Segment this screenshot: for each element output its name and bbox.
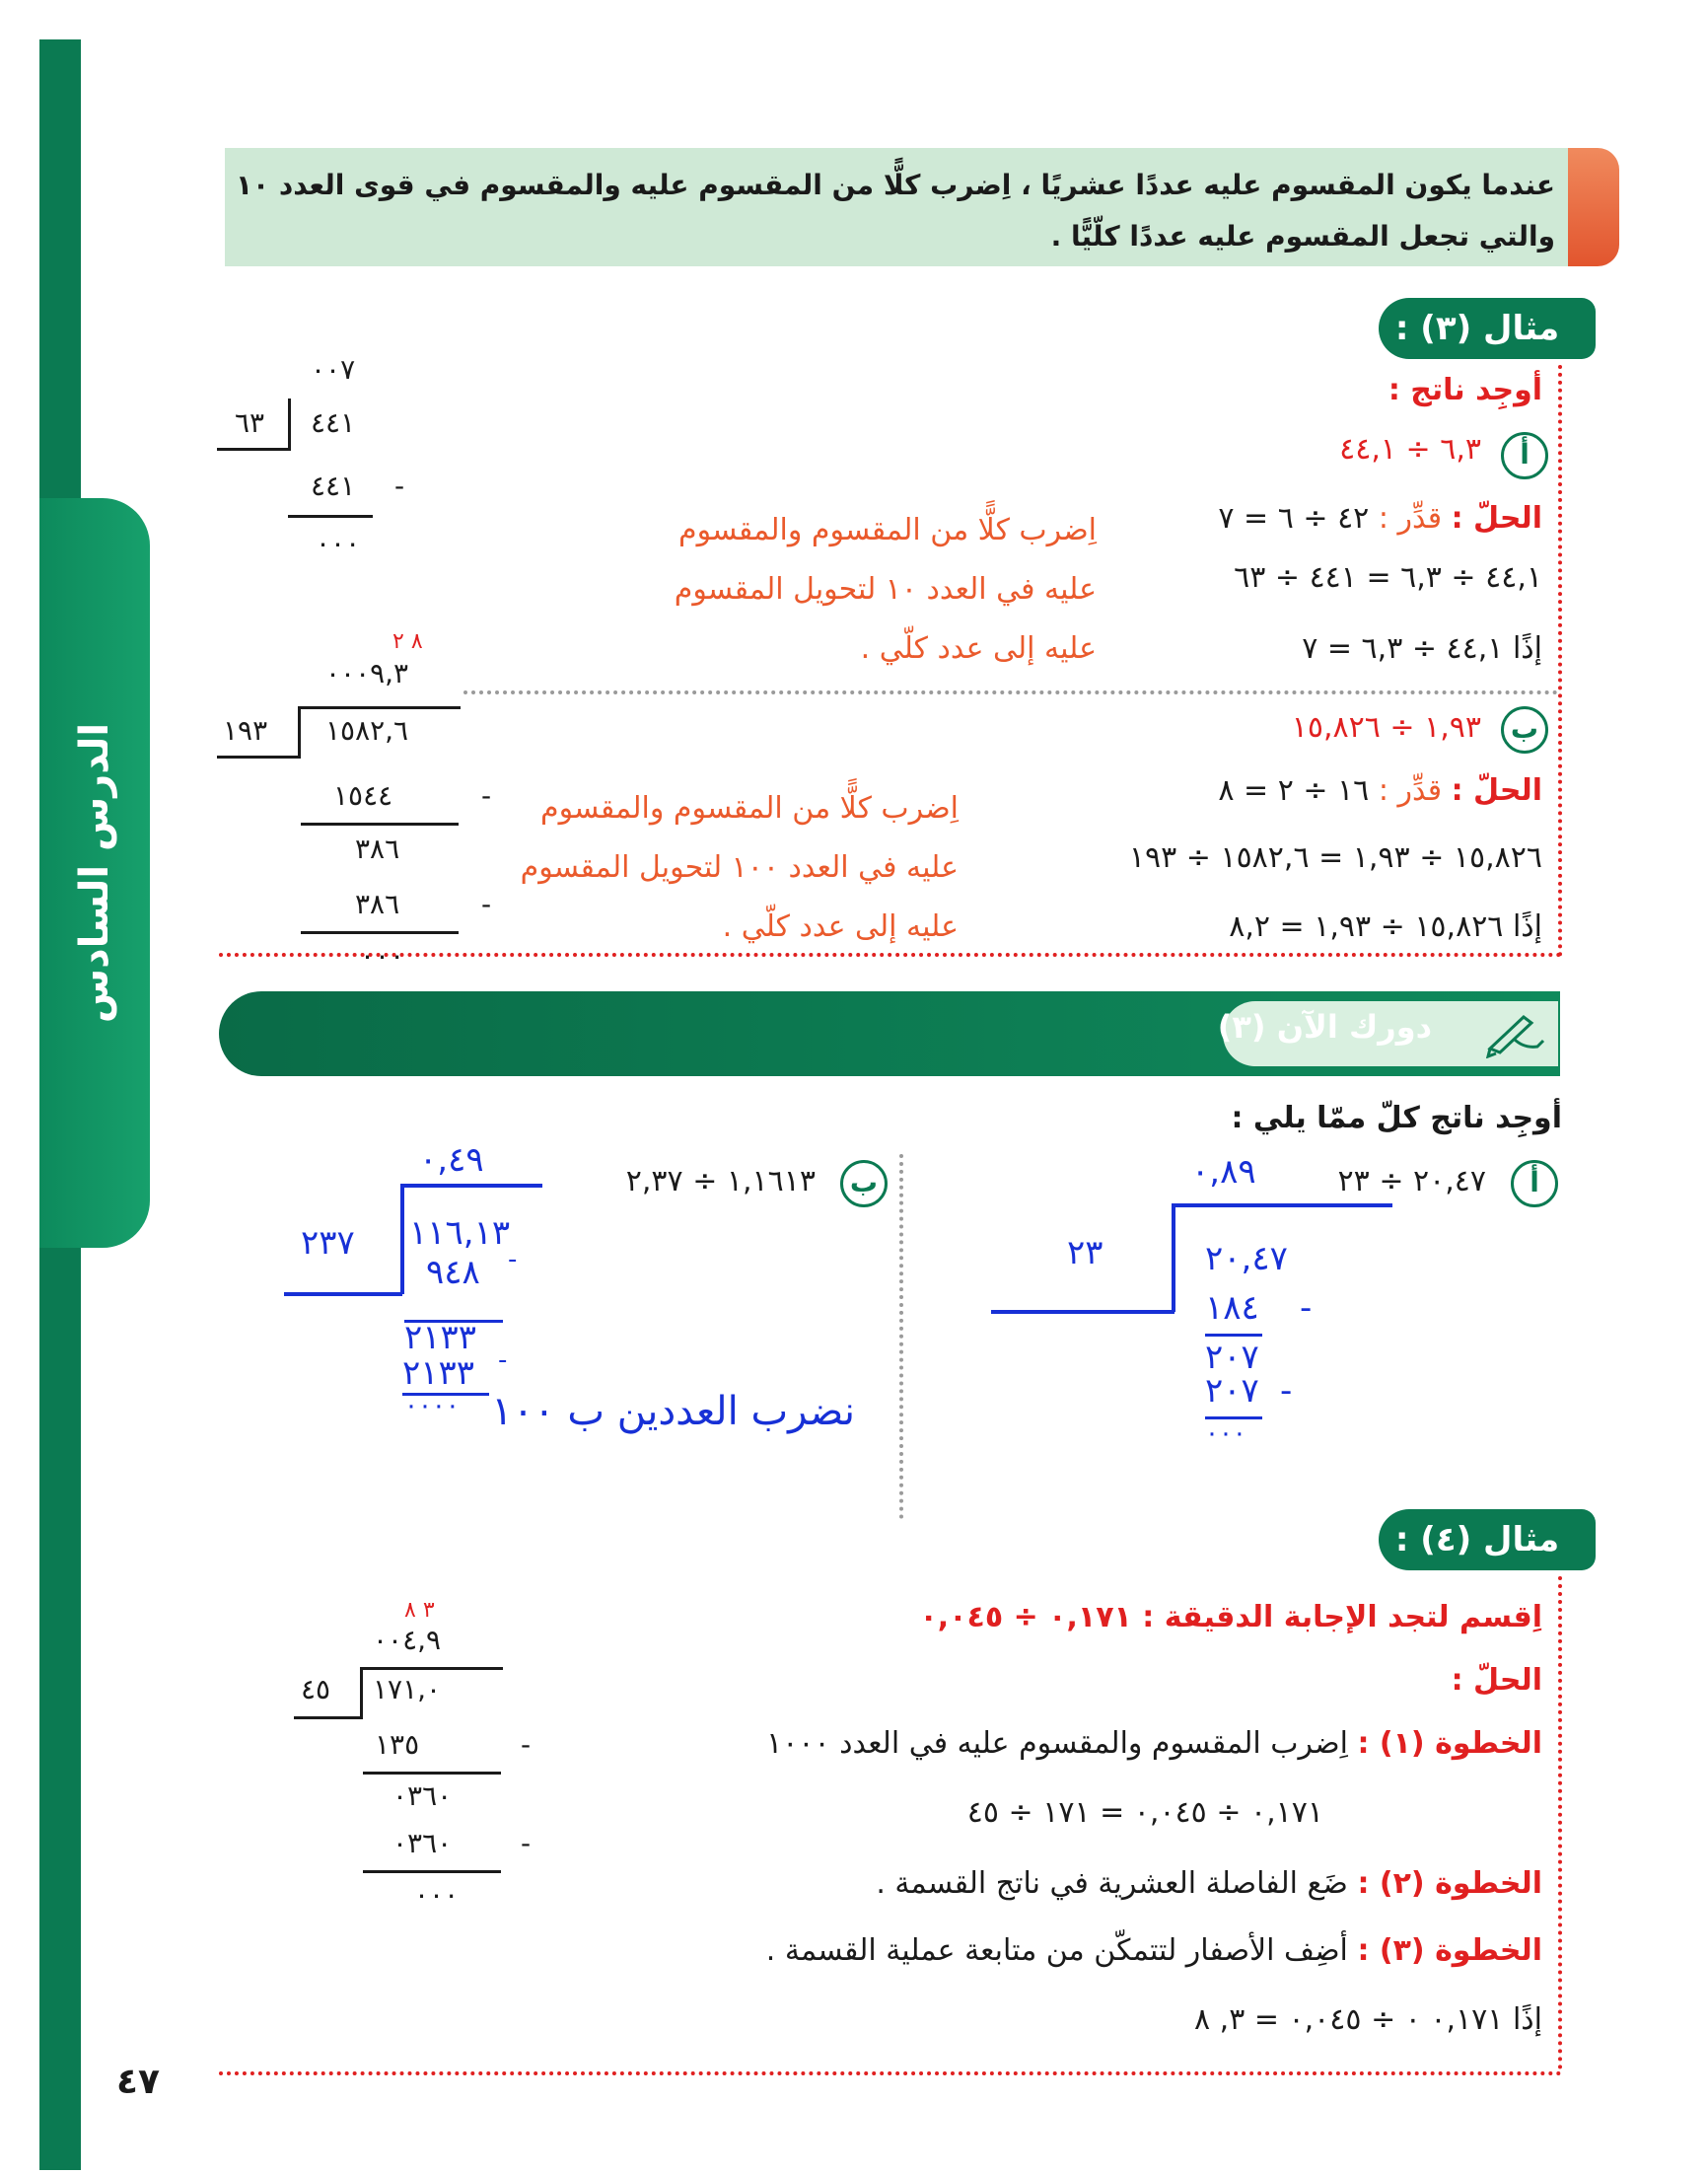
instruction-problem: ٠,١٧١ ÷ ٠,٠٤٥ bbox=[919, 1600, 1132, 1634]
hw-b-rem1: ٢١٣٣ bbox=[404, 1318, 477, 1357]
your-turn-b-problem: ١,١٦١٣ ÷ ٢,٣٧ bbox=[625, 1164, 816, 1198]
note-line: اِضرب كلًّا من المقسوم والمقسوم bbox=[540, 791, 959, 826]
instruction-label: اِقسم لتجد الإجابة الدقيقة : bbox=[1142, 1600, 1542, 1634]
answer-label: إذًا bbox=[1512, 909, 1542, 944]
div3b-line1 bbox=[301, 823, 459, 826]
estimate-label: قدِّر : bbox=[1378, 773, 1443, 808]
hw-b-top-line bbox=[402, 1184, 542, 1188]
example3-b-note bbox=[521, 779, 959, 957]
example3-a-letter: أ bbox=[1501, 432, 1548, 479]
your-turn-a-problem: ٢٠,٤٧ ÷ ٢٣ bbox=[1337, 1164, 1486, 1198]
example4-answer-row bbox=[1194, 2002, 1542, 2037]
div4-remainder: ٠٠٠ bbox=[414, 1878, 460, 1911]
step1-text: اِضرب المقسوم والمقسوم عليه في العدد ١٠٠٠ bbox=[766, 1726, 1348, 1761]
hw-a-dividend: ٢٠,٤٧ bbox=[1205, 1239, 1288, 1278]
example4-badge: مثال (٤) : bbox=[1379, 1509, 1576, 1570]
hw-b-note: نضرب العددين ب ١٠٠ bbox=[491, 1389, 855, 1434]
pencil-hand-icon bbox=[1484, 1009, 1547, 1058]
your-turn-separator bbox=[899, 1154, 903, 1519]
hw-a-divisor-line bbox=[991, 1310, 1174, 1314]
answer-label: إذًا bbox=[1512, 631, 1542, 666]
estimate-equation: ٤٢ ÷ ٦ = ٧ bbox=[1218, 501, 1370, 536]
example4-badge-tip bbox=[1572, 1509, 1596, 1570]
div3b-quotient: ٠٠٠٩,٣ bbox=[325, 657, 409, 689]
div3a-remainder: ٠٠٠ bbox=[316, 527, 361, 559]
estimate-equation: ١٦ ÷ ٢ = ٨ bbox=[1218, 773, 1370, 808]
hw-a-remainder: ٠٠٠ bbox=[1205, 1418, 1246, 1448]
your-turn-b-letter: ب bbox=[840, 1160, 888, 1207]
example3-a-answer-row bbox=[1302, 631, 1542, 666]
div3a-minus: - bbox=[394, 470, 408, 502]
hw-a-quotient: ٠,٨٩ bbox=[1191, 1152, 1256, 1192]
example3-badge: مثال (٣) : bbox=[1379, 298, 1576, 359]
example3-b-problem: ١,٩٣ ÷ ١٥,٨٢٦ bbox=[1291, 710, 1481, 745]
your-turn-a-letter: أ bbox=[1511, 1160, 1558, 1207]
div4-top-line bbox=[360, 1667, 503, 1670]
example3-separator bbox=[463, 690, 1558, 694]
example3-b-letter: ب bbox=[1501, 706, 1548, 754]
note-line: عليه في العدد ١٠٠ لتحويل المقسوم bbox=[520, 850, 959, 885]
example3-right-border bbox=[1558, 365, 1562, 957]
answer-equation: ٤٤,١ ÷ ٦,٣ = ٧ bbox=[1302, 631, 1504, 666]
tip-line-2: والتي تجعل المقسوم عليه عددًا كلّيًّا . bbox=[1050, 220, 1555, 253]
estimate-label: قدِّر : bbox=[1378, 501, 1443, 536]
hw-a-rem1: ٢٠٧ bbox=[1205, 1338, 1259, 1377]
example4-step3 bbox=[766, 1933, 1542, 1968]
div4-line1 bbox=[363, 1772, 501, 1775]
div3a-divisor-line bbox=[217, 448, 291, 451]
example3-badge-tip bbox=[1572, 298, 1596, 359]
your-turn-title: دورك الآن (٣) bbox=[1217, 1008, 1432, 1046]
example4-right-border bbox=[1558, 1576, 1562, 2069]
note-line: عليه إلى عدد كلّي . bbox=[722, 909, 959, 944]
div3b-line2 bbox=[301, 931, 459, 934]
div3b-carry: ٨ ٢ bbox=[392, 629, 423, 654]
tip-text bbox=[214, 160, 1555, 262]
hw-b-sub2: ٢١٣٣ bbox=[402, 1353, 475, 1393]
tip-line-1: عندما يكون المقسوم عليه عددًا عشريًا ، اِضرب كلًّا من المقسوم عليه والمقسوم في قوى العدد ١٠ bbox=[235, 169, 1555, 201]
div3b-minus2: - bbox=[481, 888, 495, 920]
hw-b-minus2: - bbox=[498, 1345, 508, 1375]
hw-a-minus2: - bbox=[1280, 1371, 1293, 1411]
step3-label: الخطوة (٣) : bbox=[1357, 1933, 1542, 1968]
hw-a-sub1: ١٨٤ bbox=[1205, 1288, 1259, 1328]
example3-b-estimate-row bbox=[1218, 773, 1542, 808]
hw-a-line1 bbox=[1205, 1334, 1262, 1337]
hw-a-bracket bbox=[1172, 1203, 1175, 1312]
div4-quotient: ٠٠٤,٩ bbox=[373, 1624, 442, 1656]
div3b-divisor-line bbox=[217, 756, 301, 759]
example4-solution-label: الحلّ : bbox=[1451, 1663, 1542, 1698]
step2-text: ضَع الفاصلة العشرية في ناتج القسمة . bbox=[876, 1866, 1348, 1901]
solution-label: الحلّ : bbox=[1451, 501, 1542, 536]
div3b-minus1: - bbox=[481, 779, 495, 812]
div3a-sub1: ٤٤١ bbox=[311, 470, 356, 502]
example3-a-problem: ٦,٣ ÷ ٤٤,١ bbox=[1339, 432, 1481, 467]
example4-step1-eq: ٠,١٧١ ÷ ٠,٠٤٥ = ١٧١ ÷ ٤٥ bbox=[966, 1795, 1323, 1830]
div3b-divisor: ١٩٣ bbox=[223, 714, 268, 747]
hw-b-divisor: ٢٣٧ bbox=[301, 1223, 355, 1263]
div3b-dividend: ١٥٨٢,٦ bbox=[325, 714, 409, 747]
div3b-sub2: ٣٨٦ bbox=[355, 888, 400, 920]
hw-b-minus1: - bbox=[508, 1245, 518, 1274]
hw-a-sub2: ٢٠٧ bbox=[1205, 1371, 1259, 1411]
div4-divisor-line bbox=[294, 1716, 363, 1719]
note-line: اِضرب كلًّا من المقسوم والمقسوم bbox=[678, 513, 1097, 547]
page-number: ٤٧ bbox=[116, 2062, 160, 2102]
div3a-bracket bbox=[288, 399, 291, 450]
hw-a-top-line bbox=[1174, 1203, 1392, 1207]
note-line: عليه في العدد ١٠ لتحويل المقسوم bbox=[674, 572, 1097, 607]
div3b-remainder: ٠٠٠ bbox=[360, 939, 405, 972]
hw-b-dividend: ١١٦,١٣ bbox=[409, 1213, 511, 1253]
hw-b-quotient: ٠,٤٩ bbox=[419, 1140, 484, 1180]
step2-label: الخطوة (٢) : bbox=[1357, 1866, 1542, 1901]
answer-equation: ٠,١٧١ ٠ ÷ ٠,٠٤٥ = ٣, ٨ bbox=[1193, 2002, 1504, 2037]
example3-b-step: ١٥,٨٢٦ ÷ ١,٩٣ = ١٥٨٢,٦ ÷ ١٩٣ bbox=[1128, 840, 1542, 875]
div4-bracket bbox=[360, 1667, 363, 1718]
div4-minus1: - bbox=[521, 1728, 534, 1761]
div3b-rem1: ٣٨٦ bbox=[355, 833, 400, 865]
example4-step1 bbox=[766, 1726, 1542, 1761]
div3a-divisor: ٦٣ bbox=[235, 406, 265, 439]
example4-instruction bbox=[920, 1600, 1543, 1634]
hw-b-sub1: ٩٤٨ bbox=[426, 1253, 480, 1292]
hw-b-bracket bbox=[400, 1184, 404, 1294]
div4-divisor: ٤٥ bbox=[301, 1673, 331, 1705]
hw-b-remainder: ٠٠٠٠ bbox=[404, 1391, 460, 1420]
example3-instruction: أوجِد ناتج : bbox=[1388, 373, 1542, 407]
example4-step2 bbox=[876, 1866, 1542, 1901]
answer-equation: ١٥,٨٢٦ ÷ ١,٩٣ = ٨,٢ bbox=[1229, 909, 1504, 944]
div4-sub2: ٠٣٦٠ bbox=[392, 1827, 453, 1859]
example3-a-step: ٤٤,١ ÷ ٦,٣ = ٤٤١ ÷ ٦٣ bbox=[1234, 560, 1542, 595]
div4-rem1: ٠٣٦٠ bbox=[392, 1779, 453, 1812]
div4-line2 bbox=[363, 1870, 501, 1873]
tip-accent bbox=[1568, 148, 1619, 266]
div3b-sub1: ١٥٤٤ bbox=[333, 779, 393, 812]
div3a-quotient: ٠٠٧ bbox=[311, 353, 356, 386]
answer-label: إذًا bbox=[1512, 2002, 1542, 2037]
example3-a-note bbox=[675, 501, 1097, 679]
div4-carry: ٣ ٨ bbox=[404, 1598, 435, 1623]
div3a-line bbox=[288, 515, 373, 518]
solution-label: الحلّ : bbox=[1451, 773, 1542, 808]
div3b-top-line bbox=[298, 706, 461, 709]
step3-text: أضِف الأصفار لتتمكّن من متابعة عملية القسمة . bbox=[765, 1933, 1348, 1968]
example4-bottom-border bbox=[219, 2071, 1562, 2075]
note-line: عليه إلى عدد كلّي . bbox=[860, 631, 1097, 666]
div4-sub1: ١٣٥ bbox=[375, 1728, 420, 1761]
your-turn-instruction: أوجِد ناتج كلّ ممّا يلي : bbox=[1231, 1101, 1562, 1135]
div3a-dividend: ٤٤١ bbox=[311, 406, 356, 439]
example3-b-answer-row bbox=[1229, 909, 1542, 944]
example3-a-estimate-row bbox=[1218, 501, 1542, 536]
hw-a-divisor: ٢٣ bbox=[1067, 1233, 1103, 1272]
hw-a-minus1: - bbox=[1300, 1288, 1313, 1328]
div3b-bracket bbox=[298, 706, 301, 758]
div4-minus2: - bbox=[521, 1827, 534, 1859]
step1-label: الخطوة (١) : bbox=[1357, 1726, 1542, 1761]
div4-dividend: ١٧١,٠ bbox=[373, 1673, 442, 1705]
hw-b-divisor-line bbox=[284, 1292, 402, 1296]
